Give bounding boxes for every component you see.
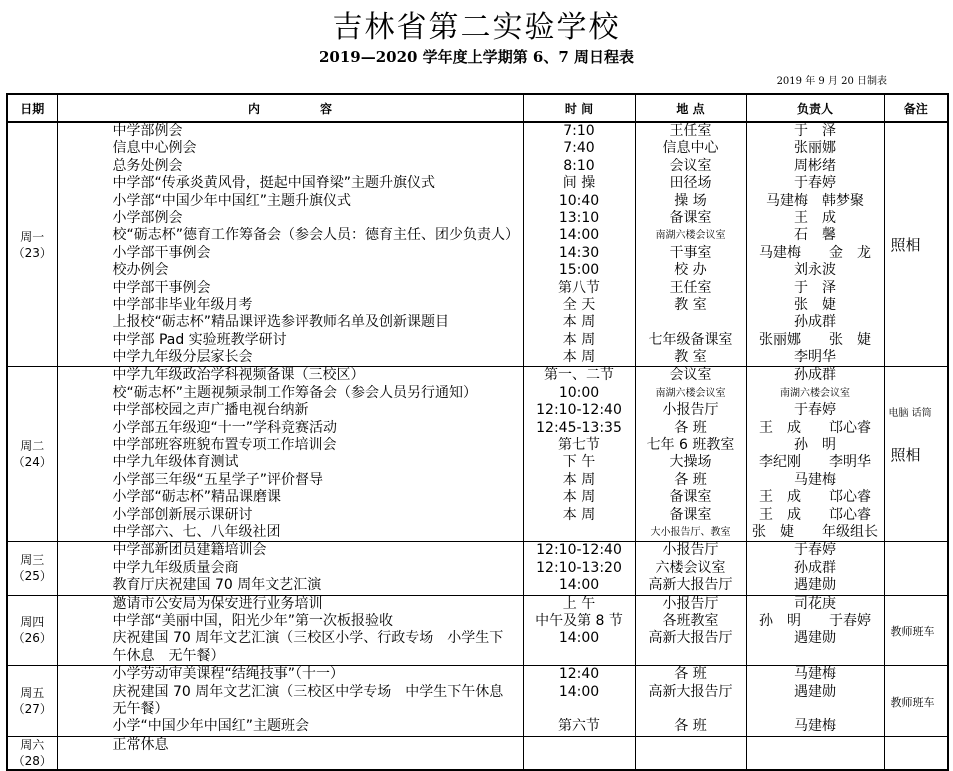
entry-content: 教育厅庆祝建国 70 周年文艺汇演 [112,577,322,594]
header-note: 备注 [884,94,948,122]
entry-place: 大小报告厅、教室 [650,526,731,538]
day-label: 周四 （26） [7,595,57,666]
entry-place [636,314,746,331]
entry-place: 高新大报告厅 [648,683,733,700]
time-column-cell [523,122,635,367]
schedule-body [7,122,948,770]
entry-time: 本 周 [562,349,596,366]
entry-time: 本 周 [562,506,596,523]
entry-place: 教 室 [674,349,707,366]
day-label: 周二 （24） [7,367,57,542]
note-equipment: 电脑 话筒 [888,408,932,420]
entry-place: 小报告厅 [662,595,719,612]
entry-person: 李纪刚 李明华 [759,454,871,471]
place-column-cell [635,367,746,542]
person-column-cell [746,666,884,737]
entry-person: 孙成群 [794,559,836,576]
entry-person: 王 成 邙心睿 [759,506,871,523]
entry-place: 各班教室 [662,612,719,629]
note-text: 照相 [890,236,921,255]
note-text: 教师班车 [890,695,935,709]
entry-place: 各 班 [674,471,707,488]
entry-person: 王 成 邙心睿 [759,419,871,436]
entry-place: 小报告厅 [662,402,719,419]
entry-person: 马建梅 韩梦聚 [766,192,864,209]
entry-content: 小学部干事例会 [112,244,211,261]
entry-place: 操 场 [674,192,707,209]
header-date: 日期 [7,94,57,122]
content-column-cell [57,367,523,542]
entry-person: 马建梅 金 龙 [759,244,871,261]
entry-person: 王 成 [794,209,836,226]
entry-person: 张丽娜 [794,140,836,157]
entry-person: 孙成群 [794,367,836,384]
entry-content: 小学部五年级迎“十一”学科竞赛活动 [112,419,338,436]
entry-content: 总务处例会 [112,157,183,174]
entry-place: 信息中心 [662,140,719,157]
entry-person: 遇建勋 [794,683,836,700]
time-column-cell [523,666,635,737]
entry-time: 14:00 [558,227,600,244]
place-column-cell [635,122,746,367]
entry-place: 干事室 [669,244,712,261]
entry-content: 小学部三年级“五星学子”评价督导 [112,471,324,488]
entry-content: 校“砺志杯”德育工作筹备会（参会人员：德育主任、团少负责人） [112,227,520,244]
note-cell [884,736,948,770]
content-column-cell [57,122,523,367]
entry-time: 12:45-13:35 [536,419,622,436]
entry-content: 中学九年级政治学科视频备课（三校区） [112,367,365,384]
entry-place: 会议室 [669,157,712,174]
entry-content: 中学九年级质量会商 [112,559,239,576]
note-cell [884,542,948,595]
entry-time: 下 午 [562,454,596,471]
entry-content: 中学部新团员建籍培训会 [112,542,267,559]
note-cell [884,666,948,737]
header-content: 内 容 [57,94,523,122]
entry-content: 小学劳动审美课程“结绳技事”（十一） [112,666,345,683]
entry-person: 于 泽 [794,279,836,296]
entry-content: 中学部“美丽中国，阳光少年”第一次板报验收 [112,612,394,629]
entry-content: 小学部创新展示课研讨 [112,506,253,523]
note-cell [884,122,948,367]
place-column-cell [635,736,746,770]
entry-time: 14:30 [558,244,600,261]
day-label: 周六 （28） [7,736,57,770]
entry-person: 遇建勋 [794,630,836,647]
entry-person: 刘永波 [794,262,836,279]
day-row [7,736,948,770]
entry-time: 7:40 [563,140,595,157]
content-column-cell [57,595,523,666]
entry-person: 石 馨 [794,227,836,244]
entry-time: 第一、二节 [544,367,614,384]
entry-content: 信息中心例会 [112,140,197,157]
content-column-cell [57,736,523,770]
entry-time: 本 周 [562,314,596,331]
entry-content: 中学部例会 [112,123,183,139]
entry-content: 中学部 Pad 实验班教学研讨 [112,331,287,348]
day-row [7,542,948,595]
entry-content: 小学部“砺志杯”精品课磨课 [112,489,282,506]
entry-place: 七年级备课室 [648,331,733,348]
entry-content: 正常休息 [112,736,169,753]
entry-place: 南湖六楼会议室 [655,230,726,242]
entry-person: 马建梅 [794,718,836,735]
table-header-row [7,94,948,122]
entry-person: 张丽娜 张 婕 [759,331,871,348]
entry-time: 12:10-13:20 [536,559,622,576]
entry-time: 14:00 [558,683,600,700]
entry-person: 张 婕 年级组长 [752,523,878,540]
entry-person: 于春婷 [794,175,836,192]
entry-place: 各 班 [674,666,707,683]
content-column-cell [57,542,523,595]
entry-time: 本 周 [562,471,596,488]
entry-person: 马建梅 [794,471,836,488]
entry-person: 南湖六楼会议室 [780,387,850,399]
entry-place: 王任室 [669,123,712,139]
entry-place: 备课室 [669,209,712,226]
entry-person: 于春婷 [794,542,836,559]
entry-place: 高新大报告厅 [648,630,733,647]
note-text: 照相 [890,445,921,464]
entry-place: 王任室 [669,279,712,296]
entry-content: 中学部班容班貌布置专项工作培训会 [112,437,337,454]
day-row [7,666,948,737]
schedule-subtitle: 2019—2020 学年度上学期第 6、7 周日程表 [318,48,635,66]
person-column-cell [746,542,884,595]
entry-person: 遇建勋 [794,577,836,594]
entry-content: 上报校“砺志杯”精品课评选参评教师名单及创新课题目 [112,314,450,331]
entry-time: 第七节 [558,437,600,454]
entry-person: 王 成 邙心睿 [759,489,871,506]
entry-place: 小报告厅 [662,542,719,559]
entry-person: 司花庚 [794,595,836,612]
entry-time: 10:40 [558,192,600,209]
day-row [7,122,948,367]
entry-content: 中学九年级体育测试 [112,454,239,471]
entry-person: 马建梅 [794,666,836,683]
entry-content: 邀请市公安局为保安进行业务培训 [112,595,323,612]
entry-time: 12:40 [558,666,600,683]
entry-content: 小学部“中国少年中国红”主题升旗仪式 [112,192,352,209]
time-column-cell [523,736,635,770]
person-column-cell [746,736,884,770]
entry-time: 中午及第 8 节 [535,612,623,629]
entry-time: 13:10 [558,209,600,226]
entry-person: 李明华 [794,349,836,366]
time-column-cell [523,595,635,666]
entry-time: 12:10-12:40 [536,542,622,559]
entry-time: 14:00 [558,630,600,647]
entry-place: 各 班 [674,718,707,735]
entry-person: 孙 明 于春婷 [759,612,871,629]
entry-time: 全 天 [562,296,596,313]
entry-time: 14:00 [558,577,600,594]
entry-person [747,737,884,754]
entry-place: 田径场 [669,175,712,192]
note-cell [884,595,948,666]
person-column-cell [746,367,884,542]
entry-content: 中学部校园之声广播电视台纳新 [112,402,309,419]
entry-person: 于春婷 [794,402,836,419]
place-column-cell [635,595,746,666]
person-column-cell [746,595,884,666]
entry-place: 南湖六楼会议室 [655,387,726,399]
entry-content: 小学“中国少年中国红”主题班会 [112,718,310,735]
entry-time: 7:10 [563,123,595,139]
entry-time: 第六节 [558,718,600,735]
entry-place: 备课室 [669,506,712,523]
entry-content: 中学部干事例会 [112,279,211,296]
entry-content: 校办例会 [112,262,169,279]
note-text: 教师班车 [890,625,935,639]
entry-content: 庆祝建国 70 周年文艺汇演（三校区小学、行政专场 小学生下午休息 无午餐） [112,630,504,664]
day-label: 周五 （27） [7,666,57,737]
entry-place: 会议室 [669,367,712,384]
entry-content: 中学部“传承炎黄风骨，挺起中国脊梁”主题升旗仪式 [112,175,436,192]
made-date: 2019 年 9 月 20 日制表 [776,76,887,87]
day-row [7,595,948,666]
note-cell [884,367,948,542]
entry-time [524,737,635,754]
entry-place: 各 班 [674,419,707,436]
entry-person: 孙 明 [794,437,836,454]
entry-place: 七年 6 班教室 [646,437,735,454]
content-column-cell [57,666,523,737]
entry-time: 10:00 [558,384,600,401]
entry-content: 庆祝建国 70 周年文艺汇演（三校区中学专场 中学生下午休息 无午餐） [112,683,518,717]
school-title: 吉林省第二实验学校 [332,10,621,45]
time-column-cell [523,367,635,542]
day-label: 周三 （25） [7,542,57,595]
time-column-cell [523,542,635,595]
entry-time: 本 周 [562,489,596,506]
entry-time [524,524,635,541]
entry-time: 本 周 [562,331,596,348]
entry-content: 校“砺志杯”主题视频录制工作筹备会（参会人员另行通知） [112,384,478,401]
entry-content: 小学部例会 [112,209,183,226]
place-column-cell [635,666,746,737]
header-place: 地 点 [635,94,746,122]
entry-time: 上 午 [562,595,596,612]
entry-place: 大操场 [669,454,712,471]
entry-content: 中学部非毕业年级月考 [112,296,253,313]
entry-place: 教 室 [674,296,707,313]
entry-place: 备课室 [669,489,712,506]
entry-person: 张 婕 [794,296,836,313]
entry-place: 校 办 [674,262,707,279]
day-row [7,367,948,542]
entry-time: 8:10 [563,157,595,174]
entry-place: 六楼会议室 [655,559,726,576]
day-label: 周一 （23） [7,122,57,367]
entry-time: 第八节 [558,279,600,296]
header-person: 负责人 [746,94,884,122]
entry-time: 12:10-12:40 [536,402,622,419]
entry-content: 中学部六、七、八年级社团 [112,523,281,540]
entry-place: 高新大报告厅 [648,577,733,594]
entry-person: 孙成群 [794,314,836,331]
entry-content: 中学九年级分层家长会 [112,349,253,366]
place-column-cell [635,542,746,595]
entry-person: 于 泽 [794,123,836,139]
schedule-table [6,93,949,771]
header-time: 时 间 [523,94,635,122]
entry-time: 间 操 [562,175,596,192]
entry-time: 15:00 [558,262,600,279]
entry-place [636,737,746,754]
person-column-cell [746,122,884,367]
entry-person: 周彬绪 [794,157,836,174]
